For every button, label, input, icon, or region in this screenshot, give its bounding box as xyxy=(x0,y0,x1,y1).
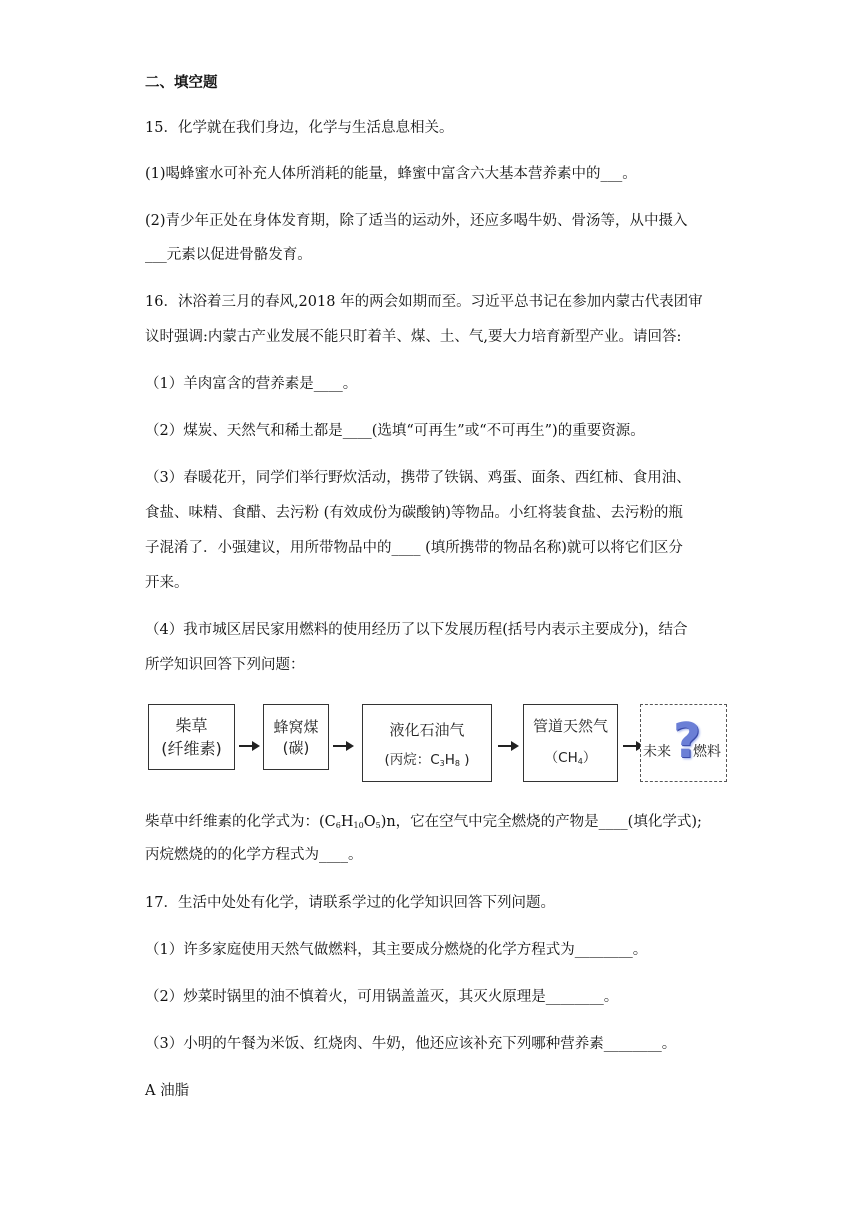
flow-box-briquette-label: 蜂窝煤 xyxy=(273,718,319,736)
q15-part2-line2: ___元素以促进骨骼发育。 xyxy=(145,247,312,263)
q16-part3-line3: 子混淆了．小强建议，用所带物品中的____ (填所携带的物品名称)就可以将它们区分 xyxy=(145,540,683,556)
q16-part4-line1: （4）我市城区居民家用燃料的使用经历了以下发展历程(括号内表示主要成分)，结合 xyxy=(145,622,688,638)
flow-arrow-1 xyxy=(239,741,261,751)
flow-box-lpg xyxy=(362,704,492,782)
flow-box-firewood xyxy=(148,704,235,770)
flow-box-briquette-component: (碳) xyxy=(282,739,310,757)
q16-propane-line: 丙烷燃烧的的化学方程式为____。 xyxy=(145,847,363,863)
flow-box-firewood-component: (纤维素) xyxy=(161,739,222,758)
q16-part3-line1: （3）春暖花开，同学们举行野炊活动，携带了铁锅、鸡蛋、面条、西红柿、食用油、 xyxy=(145,470,691,486)
q16-part4-line2: 所学知识回答下列问题： xyxy=(145,657,305,673)
flow-box-natural-gas xyxy=(523,704,618,782)
flow-arrow-3 xyxy=(498,741,520,751)
q17-option-a: A 油脂 xyxy=(145,1083,190,1099)
flow-box-future-fuel-right: 燃料 xyxy=(693,744,721,760)
question-mark-icon: ? xyxy=(673,713,701,769)
q16-part3-line4: 开来。 xyxy=(145,575,189,591)
flow-box-natural-gas-component: $(CH_4)$ xyxy=(544,750,597,766)
q17-part3: （3）小明的午餐为米饭、红烧肉、牛奶，他还应该补充下列哪种营养素________。 xyxy=(145,1036,677,1052)
flow-box-future-fuel-left: 未来 xyxy=(643,744,671,760)
q16-stem-line1: 16．沐浴着三月的春风,2018 年的两会如期而至。习近平总书记在参加内蒙古代表团审 xyxy=(145,294,703,310)
q16-part2: （2）煤炭、天然气和稀土都是____(选填“可再生”或“不可再生”)的重要资源。 xyxy=(145,423,645,439)
q16-stem-line2: 议时强调:内蒙古产业发展不能只盯着羊、煤、土、气,要大力培育新型产业。请回答: xyxy=(145,329,682,345)
flow-box-briquette xyxy=(263,704,329,770)
section-title: 二、填空题 xyxy=(145,75,218,91)
q16-part3-line2: 食盐、味精、食醋、去污粉 (有效成份为碳酸钠)等物品。小红将装食盐、去污粉的瓶 xyxy=(145,505,683,521)
q16-part1: （1）羊肉富含的营养素是____。 xyxy=(145,376,358,392)
flow-box-lpg-label: 液化石油气 xyxy=(389,721,465,739)
flow-arrow-2 xyxy=(333,741,355,751)
flow-box-natural-gas-label: 管道天然气 xyxy=(532,717,608,735)
q15-part1: (1)喝蜂蜜水可补充人体所消耗的能量，蜂蜜中富含六大基本营养素中的___。 xyxy=(145,166,637,182)
flow-box-firewood-label: 柴草 xyxy=(175,716,208,735)
q15-stem: 15．化学就在我们身边，化学与生活息息相关。 xyxy=(145,120,454,136)
flow-box-future-fuel xyxy=(640,704,727,782)
flow-box-lpg-component: (丙烷：$C_3H_8$ ) xyxy=(384,752,470,768)
q17-stem: 17．生活中处处有化学，请联系学过的化学知识回答下列问题。 xyxy=(145,895,555,911)
q16-cellulose-line: 柴草中纤维素的化学式为：$(C_6H_{10}O_5)n$，它在空气中完全燃烧的产物是____(填化学式); xyxy=(145,814,702,830)
q17-part1: （1）许多家庭使用天然气做燃料，其主要成分燃烧的化学方程式为________。 xyxy=(145,942,648,958)
q15-part2-line1: (2)青少年正处在身体发育期，除了适当的运动外，还应多喝牛奶、骨汤等，从中摄入 xyxy=(145,213,688,229)
q17-part2: （2）炒菜时锅里的油不慎着火，可用锅盖盖灭，其灭火原理是________。 xyxy=(145,989,619,1005)
